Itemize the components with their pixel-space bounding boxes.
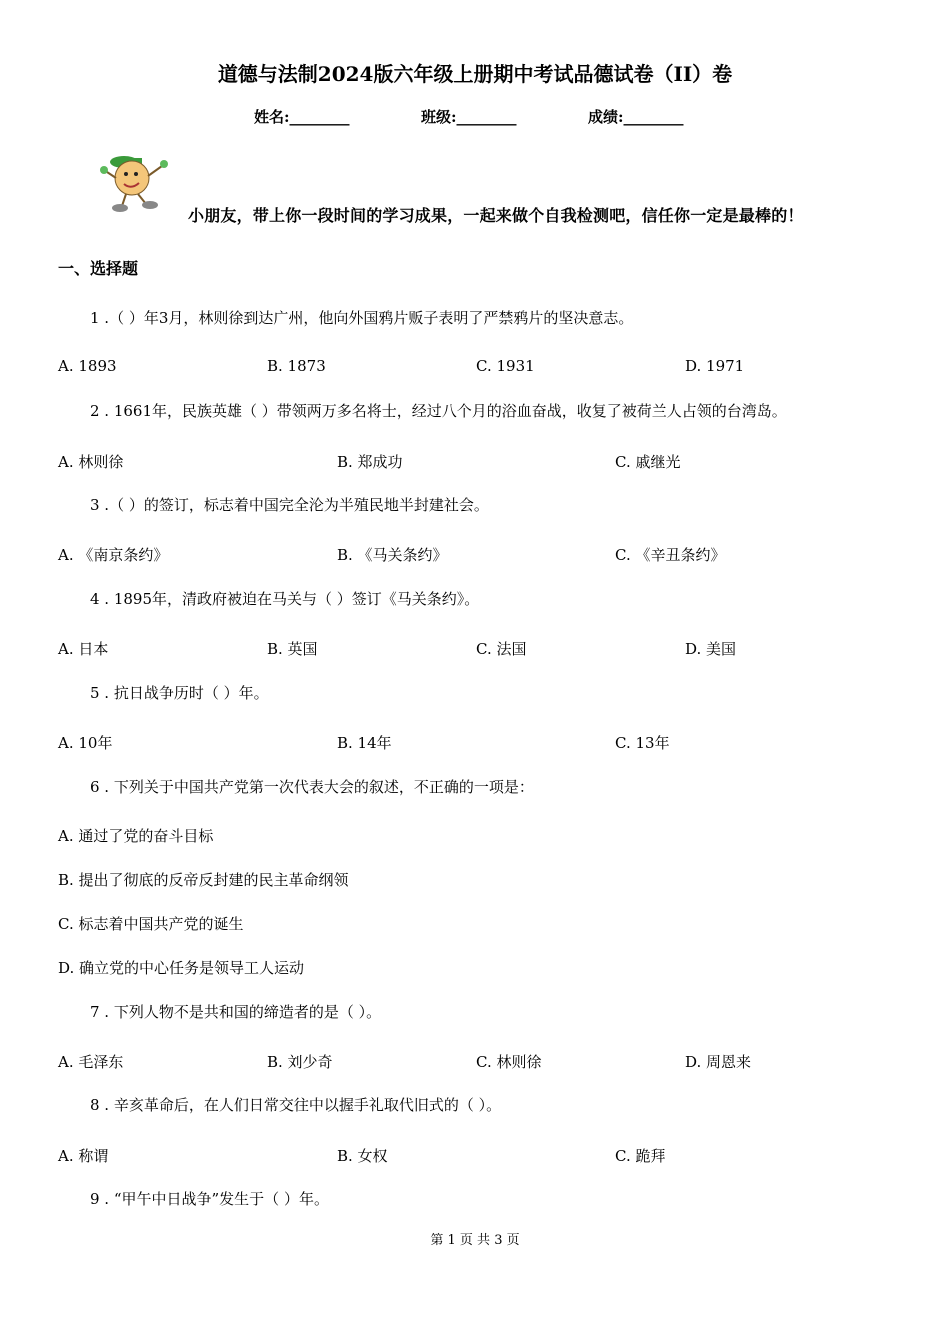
option-d[interactable]: D. 1971: [685, 357, 745, 375]
class-field: 班级:________: [421, 108, 517, 126]
question-7: 7 . 下列人物不是共和国的缔造者的是（ ）。: [90, 1003, 382, 1021]
option-a[interactable]: A. 1893: [58, 357, 117, 375]
question-6: 6 . 下列关于中国共产党第一次代表大会的叙述，不正确的一项是：: [90, 778, 534, 796]
section-title: 一、选择题: [58, 259, 139, 278]
score-field: 成绩:________: [588, 108, 684, 126]
option-c[interactable]: C. 林则徐: [476, 1053, 542, 1071]
question-3-options: [58, 544, 950, 566]
option-b[interactable]: B. 提出了彻底的反帝反封建的民主革命纲领: [58, 871, 349, 889]
question-1: 1 .（ ）年3月，林则徐到达广州，他向外国鸦片贩子表明了严禁鸦片的坚决意志。: [90, 309, 634, 327]
question-7-options: [58, 1051, 950, 1073]
option-c[interactable]: C. 戚继光: [615, 453, 681, 471]
option-b[interactable]: B. 郑成功: [337, 453, 403, 471]
question-3: 3 .（ ）的签订，标志着中国完全沦为半殖民地半封建社会。: [90, 496, 489, 514]
option-a[interactable]: A. 10年: [58, 734, 113, 752]
option-c[interactable]: C. 法国: [476, 640, 527, 658]
option-a[interactable]: A. 林则徐: [58, 453, 124, 471]
option-b[interactable]: B. 14年: [337, 734, 392, 752]
option-d[interactable]: D. 确立党的中心任务是领导工人运动: [58, 959, 305, 977]
question-8-options: [58, 1145, 950, 1167]
option-c[interactable]: C. 标志着中国共产党的诞生: [58, 915, 244, 933]
option-c[interactable]: C. 13年: [615, 734, 670, 752]
question-5: 5 . 抗日战争历时（ ）年。: [90, 684, 269, 702]
option-c[interactable]: C. 跪拜: [615, 1147, 666, 1165]
option-b[interactable]: B. 女权: [337, 1147, 388, 1165]
question-8: 8 . 辛亥革命后，在人们日常交往中以握手礼取代旧式的（ ）。: [90, 1096, 502, 1114]
option-c[interactable]: C. 1931: [476, 357, 535, 375]
question-5-options: [58, 732, 950, 754]
question-2: 2 . 1661年，民族英雄（ ）带领两万多名将士，经过八个月的浴血奋战，收复了被荷兰人占领的台湾岛。: [90, 402, 787, 420]
question-9: 9 . “甲午中日战争”发生于（ ）年。: [90, 1190, 329, 1208]
question-1-options: [58, 357, 950, 379]
page-footer: 第 1 页 共 3 页: [430, 1233, 520, 1248]
option-a[interactable]: A. 日本: [58, 640, 109, 658]
greeting-message: 小朋友，带上你一段时间的学习成果，一起来做个自我检测吧，信任你一定是最棒的！: [188, 206, 804, 225]
option-d[interactable]: D. 周恩来: [685, 1053, 752, 1071]
option-a[interactable]: A. 毛泽东: [58, 1053, 124, 1071]
mascot-illustration: [96, 148, 176, 214]
question-4: 4 . 1895年，清政府被迫在马关与（ ）签订《马关条约》。: [90, 590, 480, 608]
option-b[interactable]: B. 《马关条约》: [337, 546, 448, 564]
option-a[interactable]: A. 通过了党的奋斗目标: [58, 827, 214, 845]
question-4-options: [58, 638, 950, 660]
option-a[interactable]: A. 《南京条约》: [58, 546, 169, 564]
option-b[interactable]: B. 刘少奇: [267, 1053, 333, 1071]
question-2-options: [58, 451, 950, 473]
name-field: 姓名:________: [254, 108, 350, 126]
option-d[interactable]: D. 美国: [685, 640, 737, 658]
option-b[interactable]: B. 英国: [267, 640, 318, 658]
exam-title: 道德与法制2024版六年级上册期中考试品德试卷（II）卷: [217, 62, 733, 86]
option-c[interactable]: C. 《辛丑条约》: [615, 546, 726, 564]
option-a[interactable]: A. 称谓: [58, 1147, 109, 1165]
option-b[interactable]: B. 1873: [267, 357, 326, 375]
